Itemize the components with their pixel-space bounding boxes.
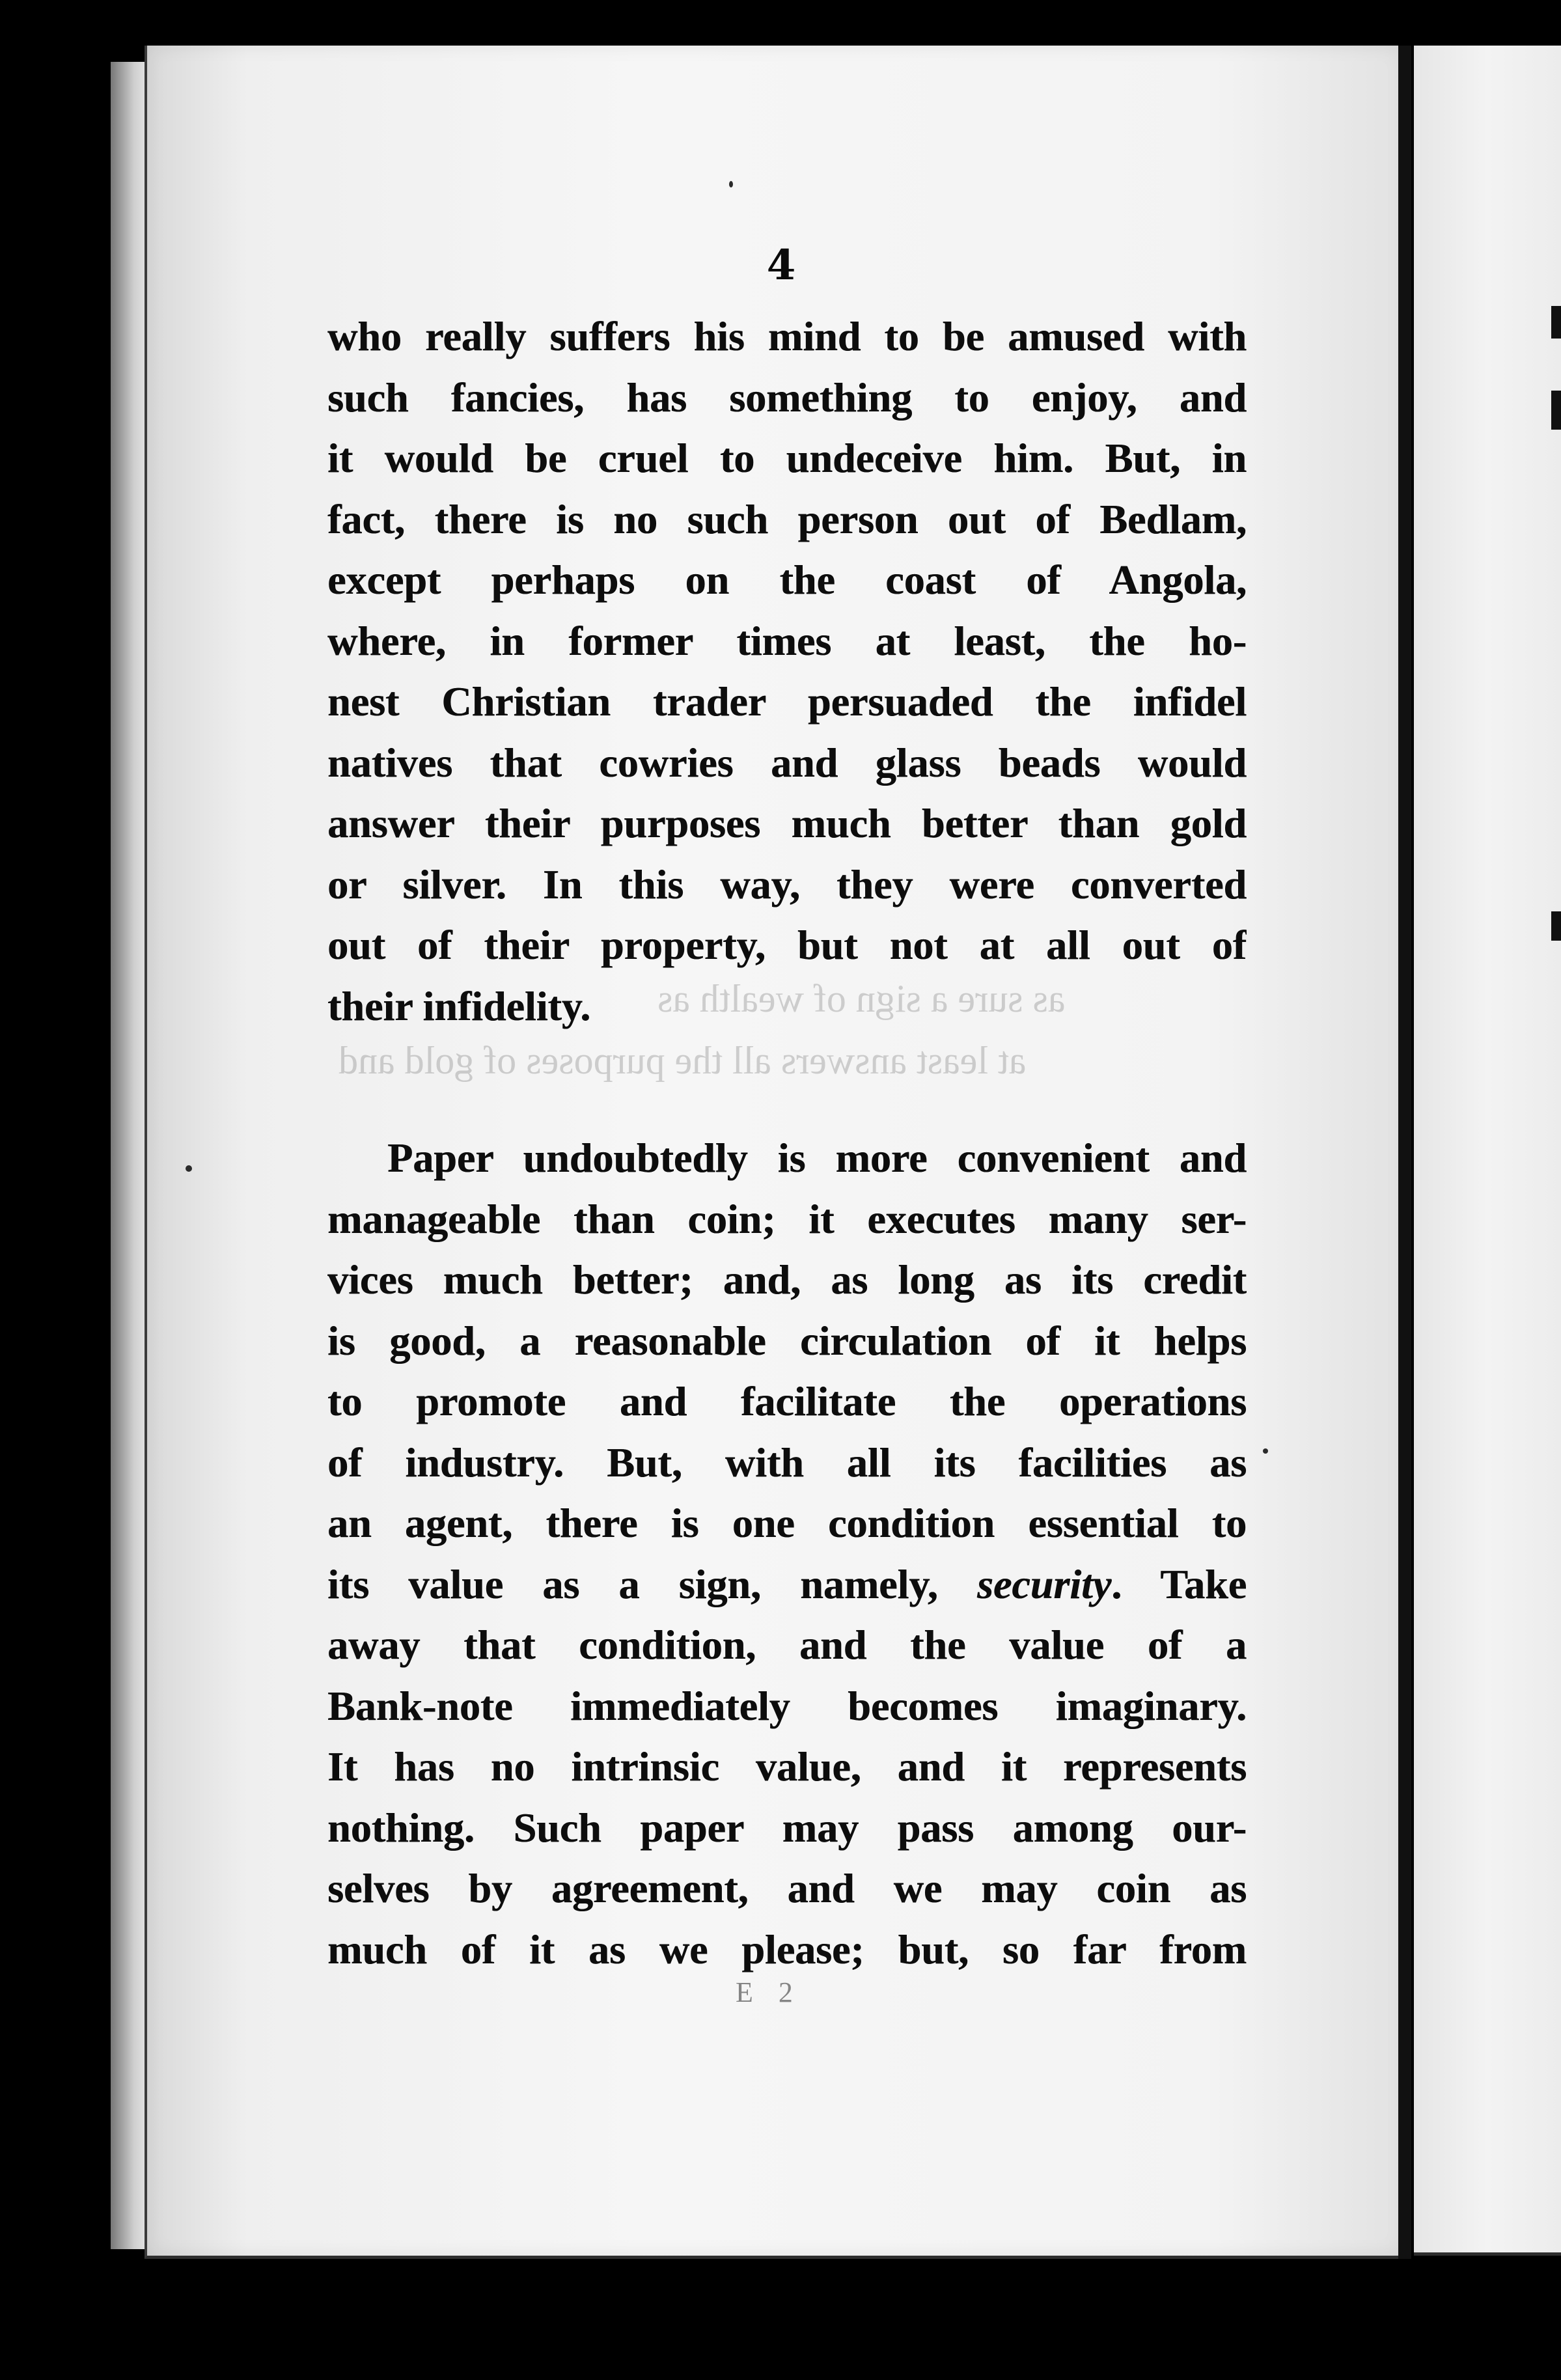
text-line: is good, a reasonable circulation of it helps xyxy=(327,1317,1247,1364)
text-line: except perhaps on the coast of Angola, xyxy=(327,557,1247,603)
emphasis-security: security xyxy=(976,1560,1112,1607)
text-line: to promote and facilitate the operations xyxy=(327,1378,1247,1424)
text-line: their infidelity. xyxy=(327,982,591,1029)
text-line: Bank-note immediately becomes imaginary. xyxy=(327,1682,1247,1729)
ink-speck xyxy=(729,181,733,187)
text-line: of industry. But, with all its facilities as xyxy=(327,1439,1247,1486)
paragraph-2 xyxy=(327,1128,1247,1980)
text-line: nothing. Such paper may pass among our- xyxy=(327,1804,1247,1851)
text-line: out of their property, but not at all out of xyxy=(327,922,1247,968)
text-line: an agent, there is one condition essential to xyxy=(327,1500,1247,1546)
show-through-text: as sure a sign of wealth as xyxy=(657,977,1066,1020)
text-line: much of it as we please; but, so far from xyxy=(327,1926,1247,1972)
facing-page-mark xyxy=(1551,391,1561,430)
text-line: vices much better; and, as long as its credit xyxy=(327,1256,1247,1303)
text-line: Paper undoubtedly is more convenient and xyxy=(387,1135,1247,1181)
text-line: It has no intrinsic value, and it represents xyxy=(327,1743,1247,1790)
text-line: away that condition, and the value of a xyxy=(327,1622,1247,1668)
text-line-security xyxy=(327,1554,1247,1615)
text-line: manageable than coin; it executes many ser- xyxy=(327,1195,1247,1242)
ink-speck xyxy=(186,1165,192,1172)
show-through-text: at least answers all the purposes of gold and xyxy=(338,1039,1027,1082)
paragraph-spacer xyxy=(327,1036,1247,1128)
text-segment: . Take xyxy=(1111,1560,1247,1607)
book-gutter xyxy=(1398,46,1411,2259)
ink-speck xyxy=(1263,1448,1268,1454)
body-text xyxy=(327,306,1247,1980)
text-line: fact, there is no such person out of Bedlam, xyxy=(327,495,1247,542)
paragraph-1 xyxy=(327,306,1247,1036)
text-line: such fancies, has something to enjoy, and xyxy=(327,374,1247,421)
facing-page xyxy=(1414,46,1561,2256)
text-line: natives that cowries and glass beads would xyxy=(327,739,1247,786)
text-line: it would be cruel to undeceive him. But, in xyxy=(327,435,1247,481)
text-line: answer their purposes much better than gold xyxy=(327,800,1247,846)
text-line: where, in former times at least, the ho- xyxy=(327,617,1247,664)
page-number: 4 xyxy=(766,241,796,290)
facing-page-mark xyxy=(1551,306,1561,339)
text-line: or silver. In this way, they were converted xyxy=(327,861,1247,907)
text-segment: its value as a sign, namely, xyxy=(327,1560,977,1607)
facing-page-mark xyxy=(1551,911,1561,941)
text-line: who really suffers his mind to be amused with xyxy=(327,313,1247,359)
signature-mark: E 2 xyxy=(736,1976,802,2008)
text-line: nest Christian trader persuaded the infidel xyxy=(327,678,1247,725)
text-line: selves by agreement, and we may coin as xyxy=(327,1865,1247,1911)
